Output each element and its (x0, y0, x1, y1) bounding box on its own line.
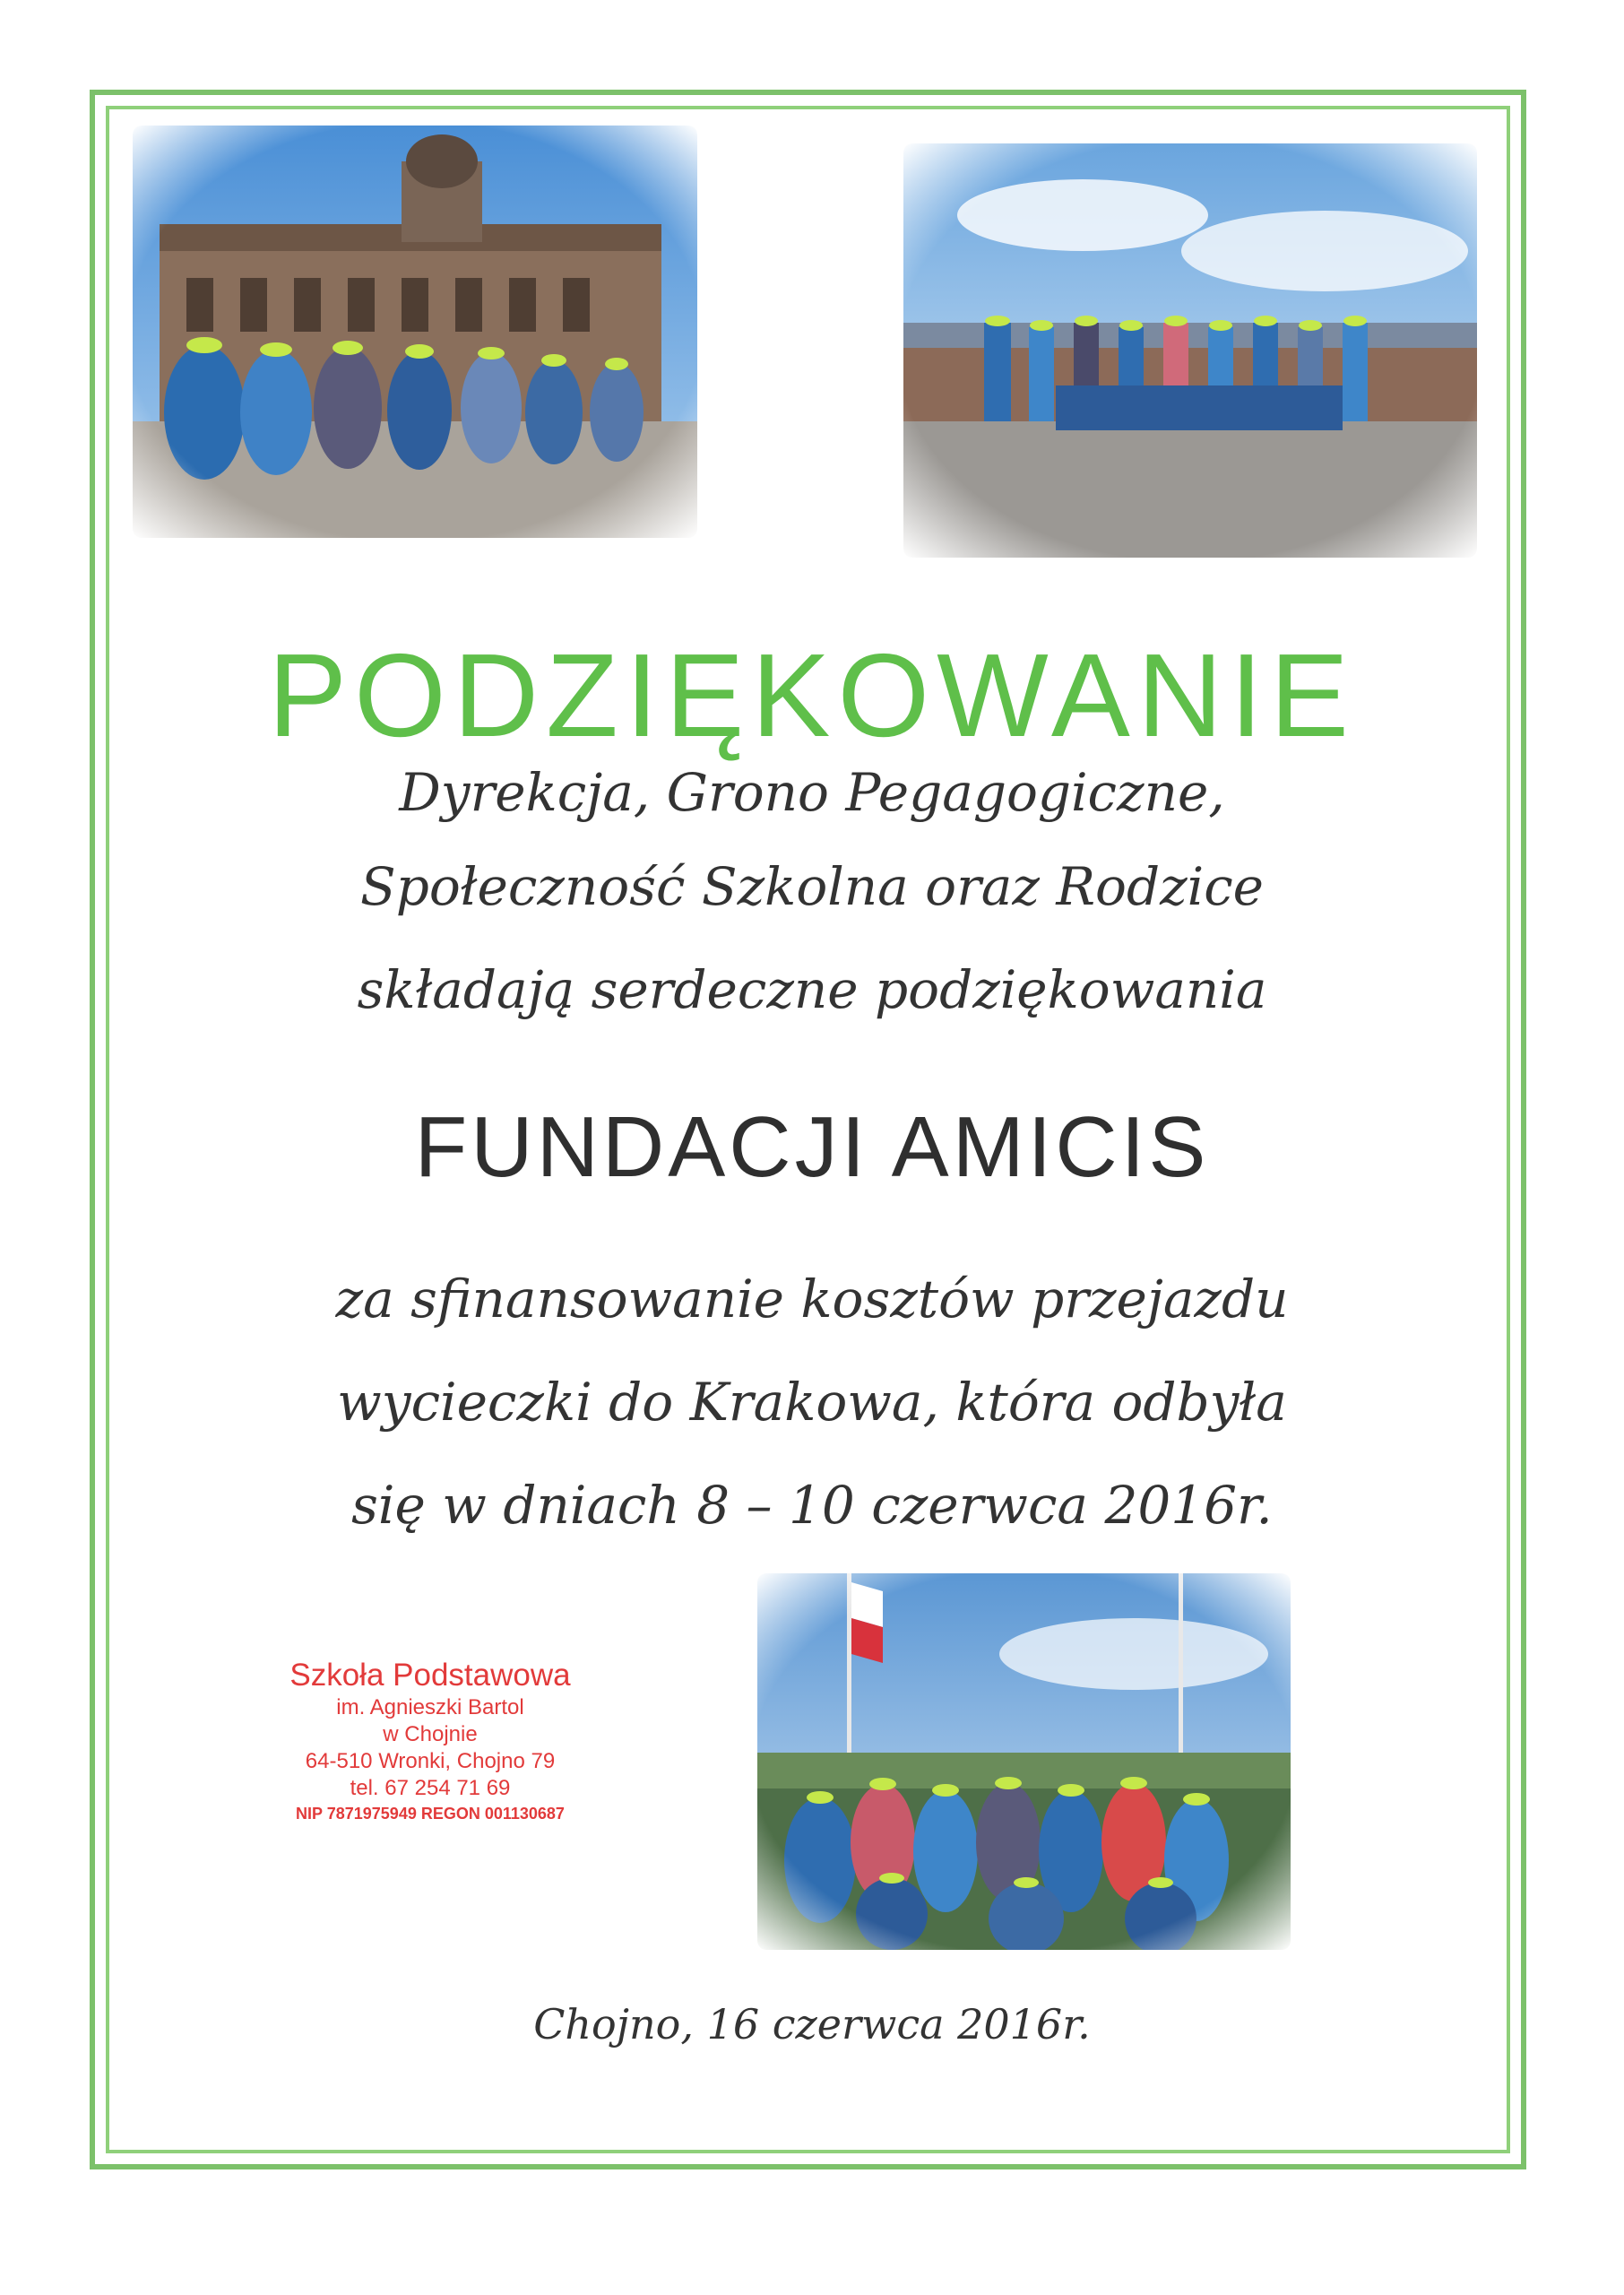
intro-line-2: Społeczność Szkolna oraz Rodzice (359, 856, 1265, 917)
stamp-patron: im. Agnieszki Bartol (336, 1695, 524, 1719)
stamp-school-name: Szkoła Podstawowa (289, 1658, 571, 1693)
reason-line-1: za sfinansowanie kosztów przejazdu (335, 1269, 1289, 1329)
group-photo-wawel-wall (903, 143, 1477, 558)
stamp-ids: NIP 7871975949 REGON 001130687 (296, 1805, 565, 1823)
stamp-phone: tel. 67 254 71 69 (350, 1776, 511, 1800)
intro-line-3: składają serdeczne podziękowania (357, 959, 1267, 1020)
reason-line-3: się w dniach 8 – 10 czerwca 2016r. (351, 1475, 1273, 1536)
stamp-village: w Chojnie (383, 1722, 478, 1746)
reason-line-2: wycieczki do Krakowa, która odbyła (337, 1372, 1287, 1433)
recipient-name: FUNDACJI AMICIS (414, 1099, 1210, 1195)
stamp-address: 64-510 Wronki, Chojno 79 (305, 1749, 556, 1773)
place-and-date: Chojno, 16 czerwca 2016r. (533, 2000, 1091, 2048)
intro-line-1: Dyrekcja, Grono Pegagogiczne, (399, 762, 1225, 823)
group-photo-hill-with-flag (757, 1573, 1291, 1950)
group-photo-cloth-hall (133, 126, 697, 538)
school-stamp (242, 1657, 618, 1825)
page-title: PODZIĘKOWANIE (268, 629, 1356, 762)
